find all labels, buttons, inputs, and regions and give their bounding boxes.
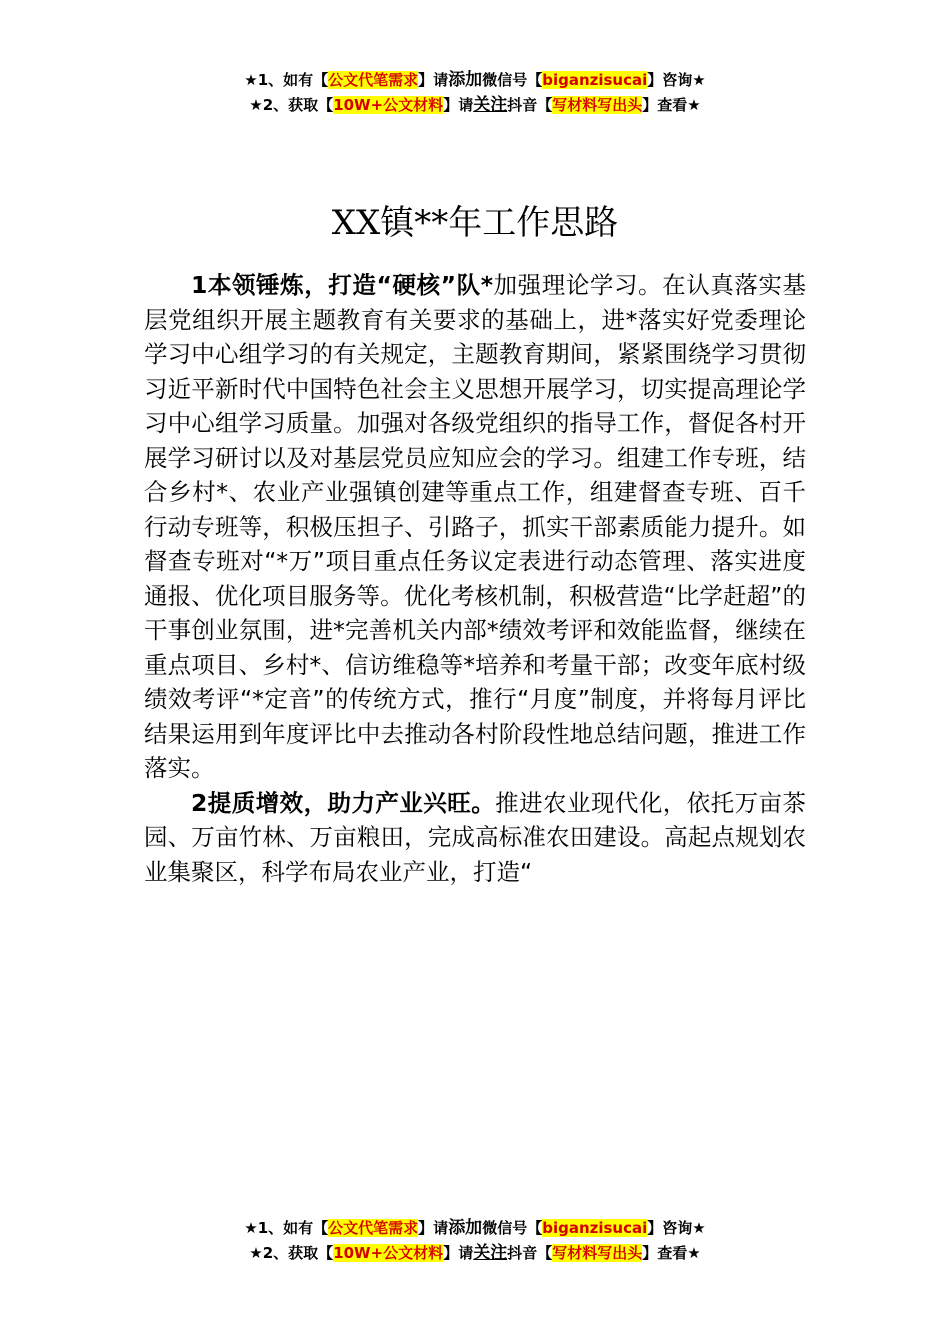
- banner-text: 】咨询★: [647, 71, 706, 89]
- banner-strong: 添加: [448, 1218, 483, 1238]
- paragraph-lead: 1本领锤炼，打造“硬核”队*: [191, 271, 494, 299]
- banner-strong: 关注: [473, 95, 508, 115]
- banner-text: 】请: [443, 96, 474, 114]
- banner-highlight: 公文代笔需求: [328, 71, 419, 89]
- banner-strong: 关注: [473, 1243, 508, 1263]
- banner-text: 】请: [443, 1244, 474, 1262]
- paragraph-1: [144, 268, 806, 786]
- banner-line-1: [0, 1216, 950, 1241]
- banner-text: 】请: [418, 1219, 449, 1237]
- banner-highlight: 公文代笔需求: [328, 1219, 419, 1237]
- banner-text: 】请: [418, 71, 449, 89]
- banner-line-2: [0, 93, 950, 118]
- banner-line-1: [0, 68, 950, 93]
- banner-text: ★1、如有【: [244, 71, 329, 89]
- banner-text: ★2、获取【: [249, 96, 334, 114]
- banner-text: 抖音【: [507, 1244, 553, 1262]
- document-title: XX镇**年工作思路: [331, 202, 619, 243]
- banner-text: 】查看★: [642, 1244, 701, 1262]
- banner-text: 微信号【: [482, 1219, 543, 1237]
- document-body: [144, 268, 806, 889]
- banner-text: 抖音【: [507, 96, 553, 114]
- footer-banner: [0, 1216, 950, 1266]
- banner-highlight: 10W+公文材料: [333, 1244, 444, 1262]
- douyin-id-highlight: 写材料写出头: [552, 96, 643, 114]
- banner-text: ★1、如有【: [244, 1219, 329, 1237]
- banner-text: 】咨询★: [647, 1219, 706, 1237]
- banner-highlight: 10W+公文材料: [333, 96, 444, 114]
- wechat-id-highlight: biganzisucai: [542, 1219, 648, 1237]
- paragraph-text: 加强理论学习。在认真落实基层党组织开展主题教育有关要求的基础上，进*落实好党委理论学习中心组学习的有关规定，主题教育期间，紧紧围绕学习贯彻习近平新时代中国特色社会主义思想开展学习，切实提高理论学习中心组学习质量。加强对各级党组织的指导工作，督促各村开展学习研讨以及对基层党员应知应会的学习。组建工作专班，结合乡村*、农业产业强镇创建等重点工作，组建督查专班、百千行动专班等，积极压担子、引路子，抓实干部素质能力提升。如督查专班对“*万”项目重点任务议定表进行动态管理、落实进度通报、优化项目服务等。优化考核机制，积极营造“比学赶超”的干事创业氛围，进*完善机关内部*绩效考评和效能监督，继续在重点项目、乡村*、信访维稳等*培养和考量干部；改变年底村级绩效考评“*定音”的传统方式，推行“月度”制度，并将每月评比结果运用到年度评比中去推动各村阶段性地总结问题，推进工作落实。: [144, 271, 806, 782]
- paragraph-text: 推进农业现代化，依托万亩茶园、万亩竹林、万亩粮田，完成高标准农田建设。高起点规划农业集聚区，科学布局农业产业，打造“: [144, 788, 807, 886]
- banner-text: 微信号【: [482, 71, 543, 89]
- banner-line-2: [0, 1241, 950, 1266]
- paragraph-lead: 2提质增效，助力产业兴旺。: [191, 788, 496, 817]
- banner-text: ★2、获取【: [249, 1244, 334, 1262]
- douyin-id-highlight: 写材料写出头: [552, 1244, 643, 1262]
- banner-text: 】查看★: [642, 96, 701, 114]
- header-banner: [0, 68, 950, 118]
- wechat-id-highlight: biganzisucai: [542, 71, 648, 89]
- paragraph-2: [144, 786, 806, 890]
- banner-strong: 添加: [448, 70, 483, 90]
